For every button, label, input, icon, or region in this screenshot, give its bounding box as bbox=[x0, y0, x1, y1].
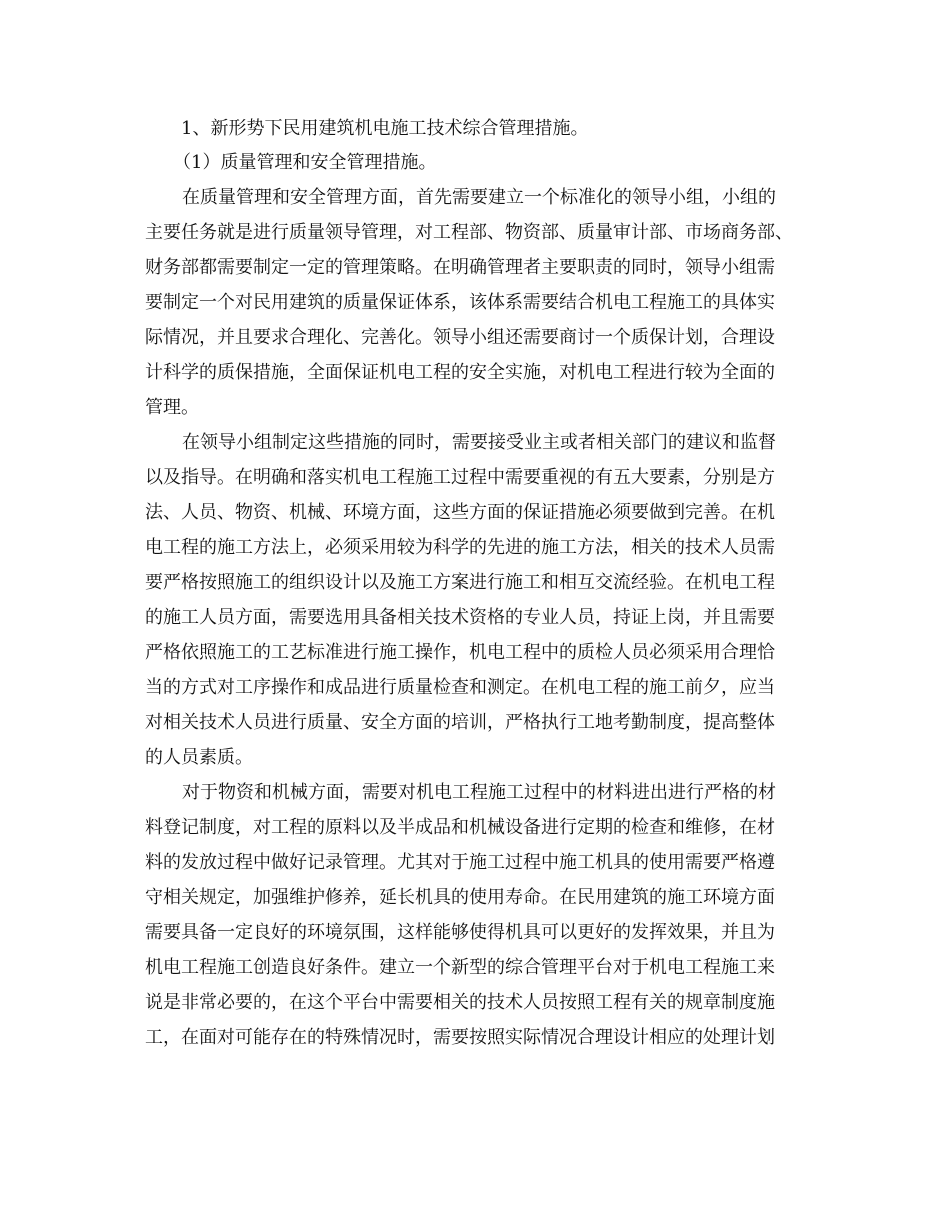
paragraph-line: 法、人员、物资、机械、环境方面，这些方面的保证措施必须要做到完善。在机 bbox=[145, 502, 775, 523]
paragraph-line: 计科学的质保措施，全面保证机电工程的安全实施，对机电工程进行较为全面的 bbox=[145, 362, 775, 383]
paragraph-line: 在领导小组制定这些措施的同时，需要接受业主或者相关部门的建议和监督 bbox=[182, 432, 776, 453]
paragraph-line: 主要任务就是进行质量领导管理，对工程部、物资部、质量审计部、市场商务部、 bbox=[145, 222, 793, 243]
paragraph-line: 际情况，并且要求合理化、完善化。领导小组还需要商讨一个质保计划，合理设 bbox=[145, 327, 775, 348]
paragraph-line: 在质量管理和安全管理方面，首先需要建立一个标准化的领导小组，小组的 bbox=[182, 187, 776, 208]
paragraph-quality-management bbox=[145, 180, 805, 425]
paragraph-line: 需要具备一定良好的环境氛围，这样能够使得机具可以更好的发挥效果，并且为 bbox=[145, 922, 775, 943]
paragraph-line: 要制定一个对民用建筑的质量保证体系，该体系需要结合机电工程施工的具体实 bbox=[145, 292, 775, 313]
subsection-heading: （1）质量管理和安全管理措施。 bbox=[173, 152, 437, 173]
paragraph-line: 的施工人员方面，需要选用具备相关技术资格的专业人员，持证上岗，并且需要 bbox=[145, 607, 775, 628]
paragraph-materials-machinery bbox=[145, 775, 805, 1055]
document-page bbox=[145, 112, 805, 1055]
paragraph-five-elements bbox=[145, 425, 805, 775]
paragraph-line: 对相关技术人员进行质量、安全方面的培训，严格执行工地考勤制度，提高整体 bbox=[145, 712, 775, 733]
paragraph-line: 说是非常必要的，在这个平台中需要相关的技术人员按照工程有关的规章制度施 bbox=[145, 992, 775, 1013]
paragraph-line: 电工程的施工方法上，必须采用较为科学的先进的施工方法，相关的技术人员需 bbox=[145, 537, 775, 558]
paragraph-line: 财务部都需要制定一定的管理策略。在明确管理者主要职责的同时，领导小组需 bbox=[145, 257, 775, 278]
paragraph-line: 当的方式对工序操作和成品进行质量检查和测定。在机电工程的施工前夕，应当 bbox=[145, 677, 775, 698]
paragraph-line: 料登记制度，对工程的原料以及半成品和机械设备进行定期的检查和维修，在材 bbox=[145, 817, 775, 838]
paragraph-line: 守相关规定，加强维护修养，延长机具的使用寿命。在民用建筑的施工环境方面 bbox=[145, 887, 775, 908]
paragraph-line: 料的发放过程中做好记录管理。尤其对于施工过程中施工机具的使用需要严格遵 bbox=[145, 852, 775, 873]
paragraph-line: 要严格按照施工的组织设计以及施工方案进行施工和相互交流经验。在机电工程 bbox=[145, 572, 775, 593]
paragraph-line: 管理。 bbox=[145, 397, 199, 418]
paragraph-line: 的人员素质。 bbox=[145, 747, 253, 768]
section-heading: 1、新形势下民用建筑机电施工技术综合管理措施。 bbox=[181, 118, 589, 139]
paragraph-line: 机电工程施工创造良好条件。建立一个新型的综合管理平台对于机电工程施工来 bbox=[145, 957, 775, 978]
paragraph-line: 以及指导。在明确和落实机电工程施工过程中需要重视的有五大要素，分别是方 bbox=[145, 467, 775, 488]
paragraph-line: 对于物资和机械方面，需要对机电工程施工过程中的材料进出进行严格的材 bbox=[182, 782, 776, 803]
paragraph-line: 严格依照施工的工艺标准进行施工操作，机电工程中的质检人员必须采用合理恰 bbox=[145, 642, 775, 663]
paragraph-line: 工，在面对可能存在的特殊情况时，需要按照实际情况合理设计相应的处理计划 bbox=[145, 1027, 775, 1048]
